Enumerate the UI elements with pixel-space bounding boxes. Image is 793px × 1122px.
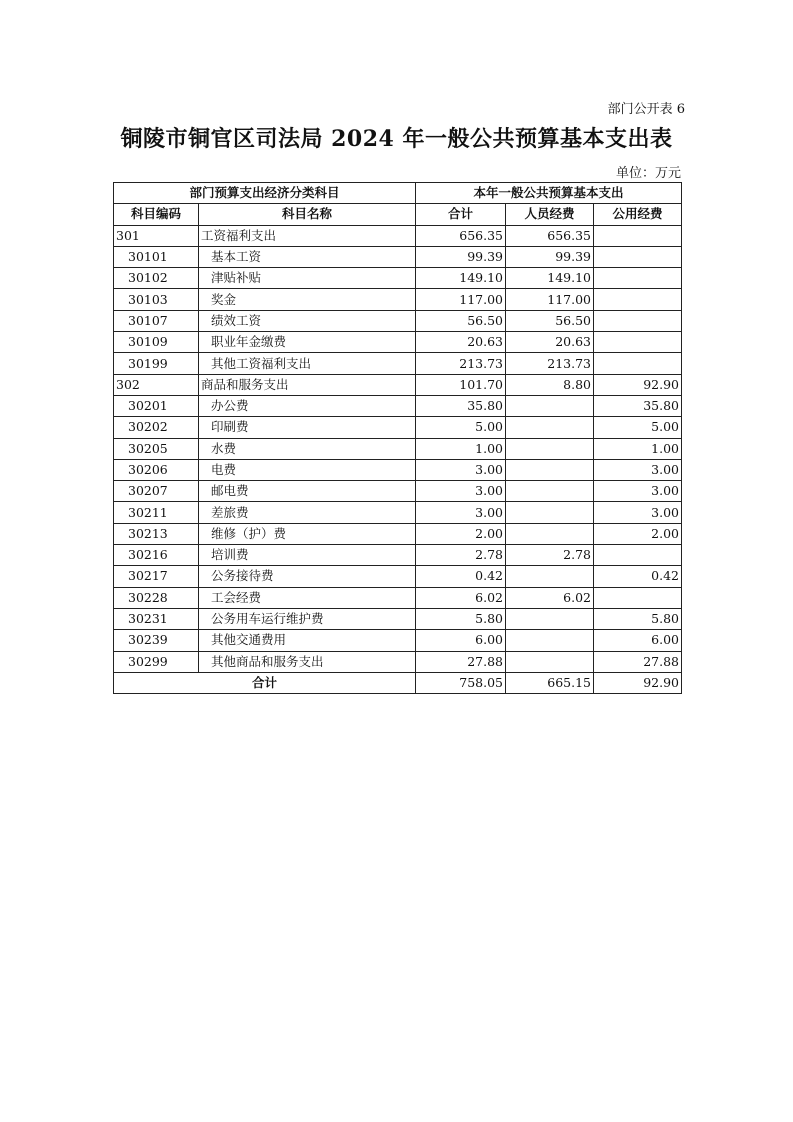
unit-label: 单位：万元 (615, 166, 681, 181)
row-total: 117.00 (416, 289, 506, 310)
row-personnel (506, 502, 594, 523)
row-public: 5.80 (594, 608, 682, 629)
row-personnel (506, 417, 594, 438)
total-row (114, 672, 682, 693)
row-code: 30231 (114, 608, 199, 629)
row-personnel (506, 481, 594, 502)
row-name: 基本工资 (199, 246, 416, 267)
row-name: 办公费 (199, 395, 416, 416)
row-name: 商品和服务支出 (199, 374, 416, 395)
table-row (114, 566, 682, 587)
row-code: 30239 (114, 630, 199, 651)
row-public (594, 310, 682, 331)
table-row (114, 310, 682, 331)
table-row (114, 502, 682, 523)
row-public: 3.00 (594, 502, 682, 523)
row-name: 公务接待费 (199, 566, 416, 587)
row-personnel (506, 395, 594, 416)
row-name: 绩效工资 (199, 310, 416, 331)
row-name: 差旅费 (199, 502, 416, 523)
row-code: 30213 (114, 523, 199, 544)
header-group-classification: 部门预算支出经济分类科目 (114, 183, 416, 204)
row-code: 30228 (114, 587, 199, 608)
row-total: 5.00 (416, 417, 506, 438)
total-label: 合计 (114, 672, 416, 693)
table-number: 部门公开表 6 (607, 102, 685, 117)
row-code: 30101 (114, 246, 199, 267)
row-public (594, 289, 682, 310)
row-public (594, 332, 682, 353)
row-code: 30207 (114, 481, 199, 502)
row-code: 30103 (114, 289, 199, 310)
row-name: 培训费 (199, 545, 416, 566)
header-personnel: 人员经费 (506, 204, 594, 225)
row-total: 6.02 (416, 587, 506, 608)
row-code: 30217 (114, 566, 199, 587)
row-public (594, 353, 682, 374)
row-name: 电费 (199, 459, 416, 480)
table-row (114, 289, 682, 310)
row-total: 27.88 (416, 651, 506, 672)
row-public (594, 246, 682, 267)
row-total: 20.63 (416, 332, 506, 353)
row-personnel (506, 608, 594, 629)
row-public: 0.42 (594, 566, 682, 587)
header-total: 合计 (416, 204, 506, 225)
row-name: 水费 (199, 438, 416, 459)
row-code: 30201 (114, 395, 199, 416)
row-total: 2.00 (416, 523, 506, 544)
row-personnel (506, 438, 594, 459)
row-name: 邮电费 (199, 481, 416, 502)
row-public: 1.00 (594, 438, 682, 459)
table-row (114, 630, 682, 651)
row-total: 6.00 (416, 630, 506, 651)
row-code: 30199 (114, 353, 199, 374)
row-personnel (506, 523, 594, 544)
row-personnel: 99.39 (506, 246, 594, 267)
table-row (114, 459, 682, 480)
table-row (114, 225, 682, 246)
table-row (114, 395, 682, 416)
row-total: 213.73 (416, 353, 506, 374)
row-public: 92.90 (594, 374, 682, 395)
row-total: 2.78 (416, 545, 506, 566)
row-total: 99.39 (416, 246, 506, 267)
row-total: 3.00 (416, 502, 506, 523)
row-public: 6.00 (594, 630, 682, 651)
table-row (114, 523, 682, 544)
row-personnel: 117.00 (506, 289, 594, 310)
row-code: 30202 (114, 417, 199, 438)
row-public (594, 587, 682, 608)
table-header (114, 183, 682, 226)
row-public: 2.00 (594, 523, 682, 544)
row-code: 30205 (114, 438, 199, 459)
row-total: 35.80 (416, 395, 506, 416)
row-personnel: 20.63 (506, 332, 594, 353)
row-name: 其他交通费用 (199, 630, 416, 651)
row-code: 30107 (114, 310, 199, 331)
row-total: 3.00 (416, 481, 506, 502)
table-row (114, 651, 682, 672)
table-row (114, 481, 682, 502)
row-public: 3.00 (594, 459, 682, 480)
row-public: 5.00 (594, 417, 682, 438)
row-total: 5.80 (416, 608, 506, 629)
total-personnel: 665.15 (506, 672, 594, 693)
row-personnel (506, 459, 594, 480)
row-total: 0.42 (416, 566, 506, 587)
header-code: 科目编码 (114, 204, 199, 225)
budget-table (113, 182, 682, 694)
row-name: 津贴补贴 (199, 268, 416, 289)
row-personnel: 8.80 (506, 374, 594, 395)
table-row (114, 374, 682, 395)
row-name: 奖金 (199, 289, 416, 310)
table-row (114, 438, 682, 459)
row-total: 1.00 (416, 438, 506, 459)
table-row (114, 268, 682, 289)
row-personnel (506, 566, 594, 587)
row-personnel (506, 630, 594, 651)
row-personnel: 56.50 (506, 310, 594, 331)
row-code: 301 (114, 225, 199, 246)
header-public: 公用经费 (594, 204, 682, 225)
row-code: 30206 (114, 459, 199, 480)
table-row (114, 417, 682, 438)
row-personnel: 656.35 (506, 225, 594, 246)
row-total: 56.50 (416, 310, 506, 331)
row-name: 工资福利支出 (199, 225, 416, 246)
total-public: 92.90 (594, 672, 682, 693)
row-personnel: 2.78 (506, 545, 594, 566)
table-body (114, 225, 682, 672)
row-code: 30109 (114, 332, 199, 353)
row-total: 101.70 (416, 374, 506, 395)
table-row (114, 587, 682, 608)
row-personnel: 6.02 (506, 587, 594, 608)
row-public: 3.00 (594, 481, 682, 502)
row-code: 30216 (114, 545, 199, 566)
table-row (114, 608, 682, 629)
row-personnel (506, 651, 594, 672)
row-public (594, 545, 682, 566)
table-row (114, 246, 682, 267)
row-personnel: 213.73 (506, 353, 594, 374)
table-row (114, 332, 682, 353)
row-name: 其他商品和服务支出 (199, 651, 416, 672)
row-name: 印刷费 (199, 417, 416, 438)
header-name: 科目名称 (199, 204, 416, 225)
row-name: 工会经费 (199, 587, 416, 608)
row-name: 维修（护）费 (199, 523, 416, 544)
row-total: 656.35 (416, 225, 506, 246)
row-name: 职业年金缴费 (199, 332, 416, 353)
page-title: 铜陵市铜官区司法局 2024 年一般公共预算基本支出表 (120, 126, 673, 152)
table-footer (114, 672, 682, 693)
row-public: 35.80 (594, 395, 682, 416)
row-total: 149.10 (416, 268, 506, 289)
table-row (114, 353, 682, 374)
total-sum: 758.05 (416, 672, 506, 693)
row-code: 302 (114, 374, 199, 395)
table-row (114, 545, 682, 566)
row-code: 30299 (114, 651, 199, 672)
row-public (594, 268, 682, 289)
row-personnel: 149.10 (506, 268, 594, 289)
row-code: 30211 (114, 502, 199, 523)
row-name: 其他工资福利支出 (199, 353, 416, 374)
row-public: 27.88 (594, 651, 682, 672)
header-group-basic-expenditure: 本年一般公共预算基本支出 (416, 183, 682, 204)
row-public (594, 225, 682, 246)
row-total: 3.00 (416, 459, 506, 480)
row-code: 30102 (114, 268, 199, 289)
row-name: 公务用车运行维护费 (199, 608, 416, 629)
